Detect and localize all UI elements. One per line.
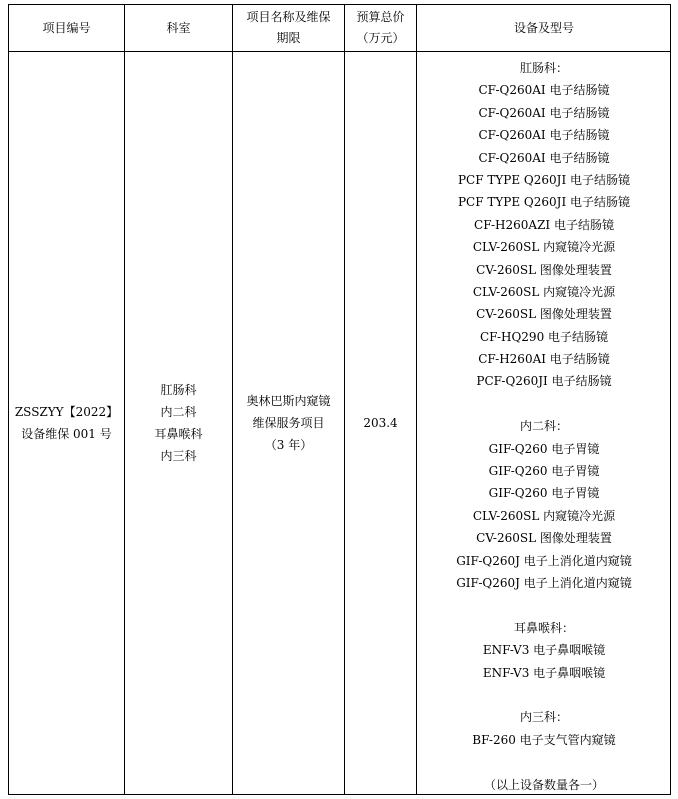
- equipment-item: GIF-Q260 电子胃镜: [488, 486, 600, 501]
- header-project-name-line1: 项目名称及维保: [246, 10, 331, 24]
- equipment-item: GIF-Q260J 电子上消化道内窥镜: [456, 575, 632, 590]
- equipment-item: CLV-260SL 内窥镜冷光源: [472, 284, 616, 299]
- header-equipment: [417, 5, 671, 51]
- header-budget-line1: 预算总价: [356, 10, 405, 24]
- equipment-item: 内二科：: [519, 419, 568, 434]
- header-budget-line2: （万元）: [356, 31, 405, 45]
- equipment-item: （以上设备数量各一）: [483, 777, 604, 792]
- equipment-item: CLV-260SL 内窥镜冷光源: [472, 508, 616, 523]
- equipment-item: PCF-Q260JI 电子结肠镜: [476, 374, 612, 389]
- equipment-item: ENF-V3 电子鼻咽喉镜: [482, 665, 606, 680]
- equipment-item: GIF-Q260 电子胃镜: [488, 441, 600, 456]
- header-equipment-label: 设备及型号: [513, 20, 574, 35]
- header-department: [125, 5, 232, 51]
- equipment-item: CF-H260AI 电子结肠镜: [478, 352, 610, 367]
- header-project-name: [233, 5, 344, 51]
- equipment-item: 内三科：: [519, 710, 568, 725]
- maintenance-table: [8, 4, 671, 795]
- project-name-line: 奥林巴斯内窥镜: [246, 394, 331, 408]
- project-name-cell: [233, 52, 344, 794]
- equipment-item: ENF-V3 电子鼻咽喉镜: [482, 643, 606, 658]
- equipment-item: CV-260SL 图像处理装置: [476, 531, 612, 546]
- department-cell: [125, 52, 232, 794]
- project-no-line: 设备维保 001 号: [21, 427, 112, 441]
- equipment-item: CF-Q260AI 电子结肠镜: [478, 105, 610, 120]
- project-no-line: ZSSZYY【2022】: [14, 405, 119, 419]
- equipment-item: PCF TYPE Q260JI 电子结肠镜: [457, 195, 631, 210]
- header-project-no-label: 项目编号: [42, 20, 91, 35]
- equipment-item: GIF-Q260 电子胃镜: [488, 464, 600, 479]
- equipment-item: 耳鼻喉科：: [513, 620, 574, 635]
- equipment-item: CV-260SL 图像处理装置: [476, 307, 612, 322]
- header-project-name-line2: 期限: [276, 31, 301, 45]
- budget-value: 203.4: [363, 416, 398, 430]
- equipment-item: CF-H260AZI 电子结肠镜: [474, 217, 614, 232]
- project-no-cell: [9, 52, 124, 794]
- department-name: 肛肠科: [160, 383, 197, 397]
- equipment-item: CF-Q260AI 电子结肠镜: [478, 128, 610, 143]
- header-budget: [345, 5, 416, 51]
- department-name: 内三科: [160, 449, 197, 463]
- equipment-item: BF-260 电子支气管内窥镜: [472, 732, 616, 747]
- header-project-no: [9, 5, 124, 51]
- equipment-item: CV-260SL 图像处理装置: [476, 262, 612, 277]
- department-name: 耳鼻喉科: [154, 427, 203, 441]
- equipment-item: CF-Q260AI 电子结肠镜: [478, 83, 610, 98]
- equipment-item: GIF-Q260J 电子上消化道内窥镜: [456, 553, 632, 568]
- equipment-list: [417, 57, 671, 796]
- header-department-label: 科室: [166, 20, 191, 35]
- equipment-item: 肛肠科：: [519, 61, 568, 75]
- project-name-line: 维保服务项目: [252, 416, 325, 430]
- equipment-item: CLV-260SL 内窥镜冷光源: [472, 240, 616, 255]
- equipment-item: CF-Q260AI 电子结肠镜: [478, 150, 610, 165]
- equipment-item: PCF TYPE Q260JI 电子结肠镜: [457, 172, 631, 187]
- budget-cell: [345, 52, 416, 794]
- department-name: 内二科: [160, 405, 197, 419]
- equipment-item: CF-HQ290 电子结肠镜: [479, 329, 609, 344]
- project-name-line: （3 年）: [264, 438, 313, 452]
